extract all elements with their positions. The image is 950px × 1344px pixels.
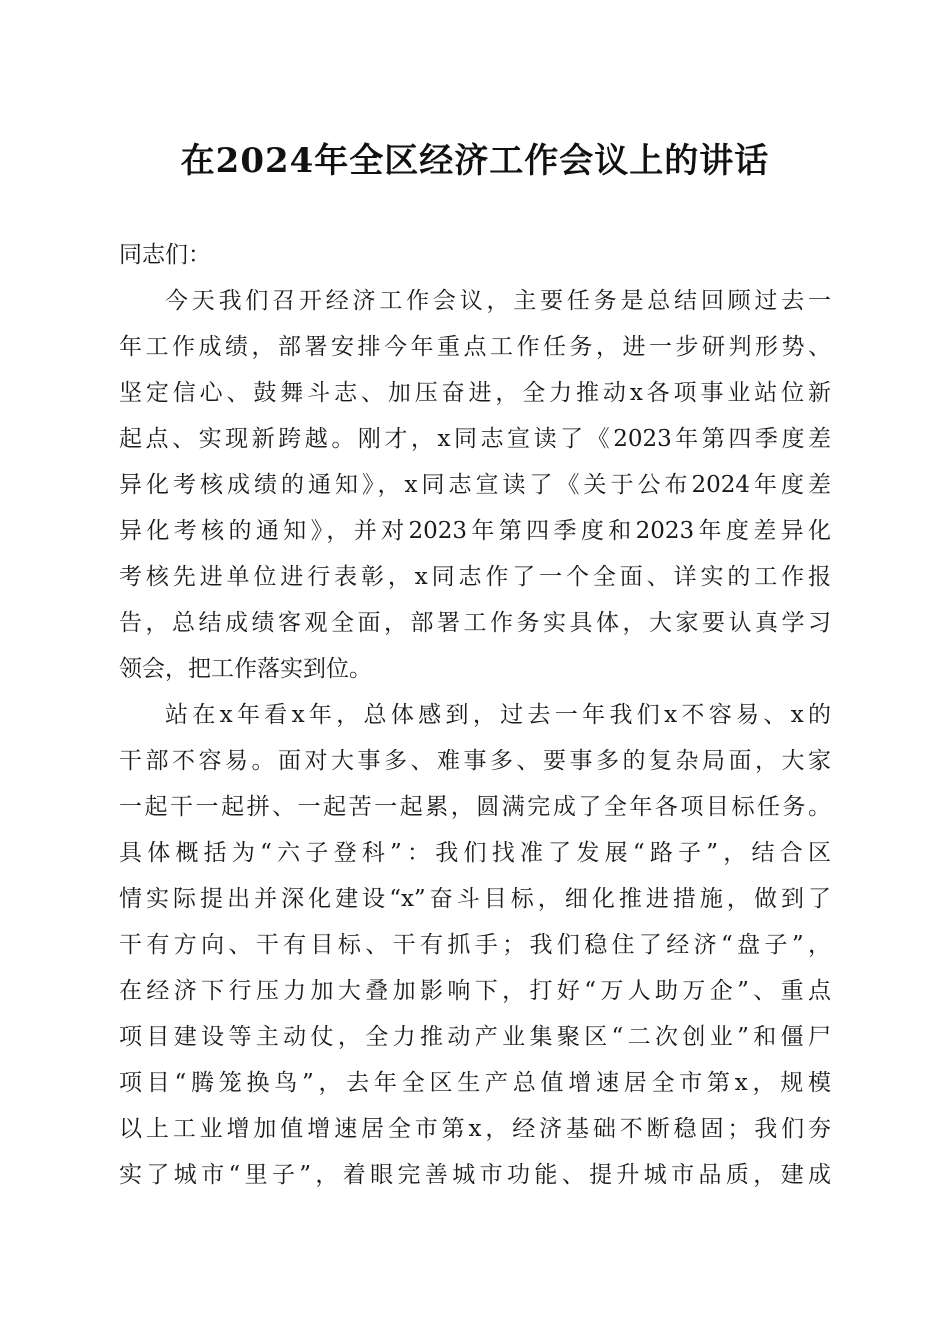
paragraph-line: 起点、实现新跨越。刚才，x同志宣读了《2023年第四季度差 xyxy=(119,426,831,452)
paragraph-line: 情实际提出并深化建设“x”奋斗目标，细化推进措施，做到了 xyxy=(119,886,831,912)
paragraph-line: 干部不容易。面对大事多、难事多、要事多的复杂局面，大家 xyxy=(119,748,831,774)
paragraph-line: 今天我们召开经济工作会议，主要任务是总结回顾过去一 xyxy=(165,288,831,314)
paragraph-line: 站在x年看x年，总体感到，过去一年我们x不容易、x的 xyxy=(165,702,831,728)
paragraph-line: 年工作成绩，部署安排今年重点工作任务，进一步研判形势、 xyxy=(119,334,831,360)
paragraph-line: 具体概括为“六子登科”：我们找准了发展“路子”，结合区 xyxy=(119,840,831,866)
document-body xyxy=(119,232,831,1198)
paragraph-line: 以上工业增加值增速居全市第x，经济基础不断稳固；我们夯 xyxy=(119,1116,831,1142)
paragraph-line: 在经济下行压力加大叠加影响下，打好“万人助万企”、重点 xyxy=(119,978,831,1004)
paragraph-line: 一起干一起拼、一起苦一起累，圆满完成了全年各项目标任务。 xyxy=(119,794,831,820)
paragraph-line: 考核先进单位进行表彰，x同志作了一个全面、详实的工作报 xyxy=(119,564,831,590)
paragraph-line: 异化考核的通知》，并对2023年第四季度和2023年度差异化 xyxy=(119,518,831,544)
paragraph-1 xyxy=(119,278,831,692)
paragraph-2 xyxy=(119,692,831,1198)
paragraph-line: 坚定信心、鼓舞斗志、加压奋进，全力推动x各项事业站位新 xyxy=(119,380,831,406)
paragraph-line: 干有方向、干有目标、干有抓手；我们稳住了经济“盘子”， xyxy=(119,932,831,958)
paragraph-line: 异化考核成绩的通知》，x同志宣读了《关于公布2024年度差 xyxy=(119,472,831,498)
paragraph-line: 项目“腾笼换鸟”，去年全区生产总值增速居全市第x，规模 xyxy=(119,1070,831,1096)
paragraph-line: 领会，把工作落实到位。 xyxy=(119,656,372,682)
paragraph-line: 项目建设等主动仗，全力推动产业集聚区“二次创业”和僵尸 xyxy=(119,1024,831,1050)
paragraph-line: 实了城市“里子”，着眼完善城市功能、提升城市品质，建成 xyxy=(119,1162,831,1188)
salutation: 同志们： xyxy=(119,242,211,268)
document-title: 在2024年全区经济工作会议上的讲话 xyxy=(180,141,770,181)
paragraph-line: 告，总结成绩客观全面，部署工作务实具体，大家要认真学习 xyxy=(119,610,831,636)
